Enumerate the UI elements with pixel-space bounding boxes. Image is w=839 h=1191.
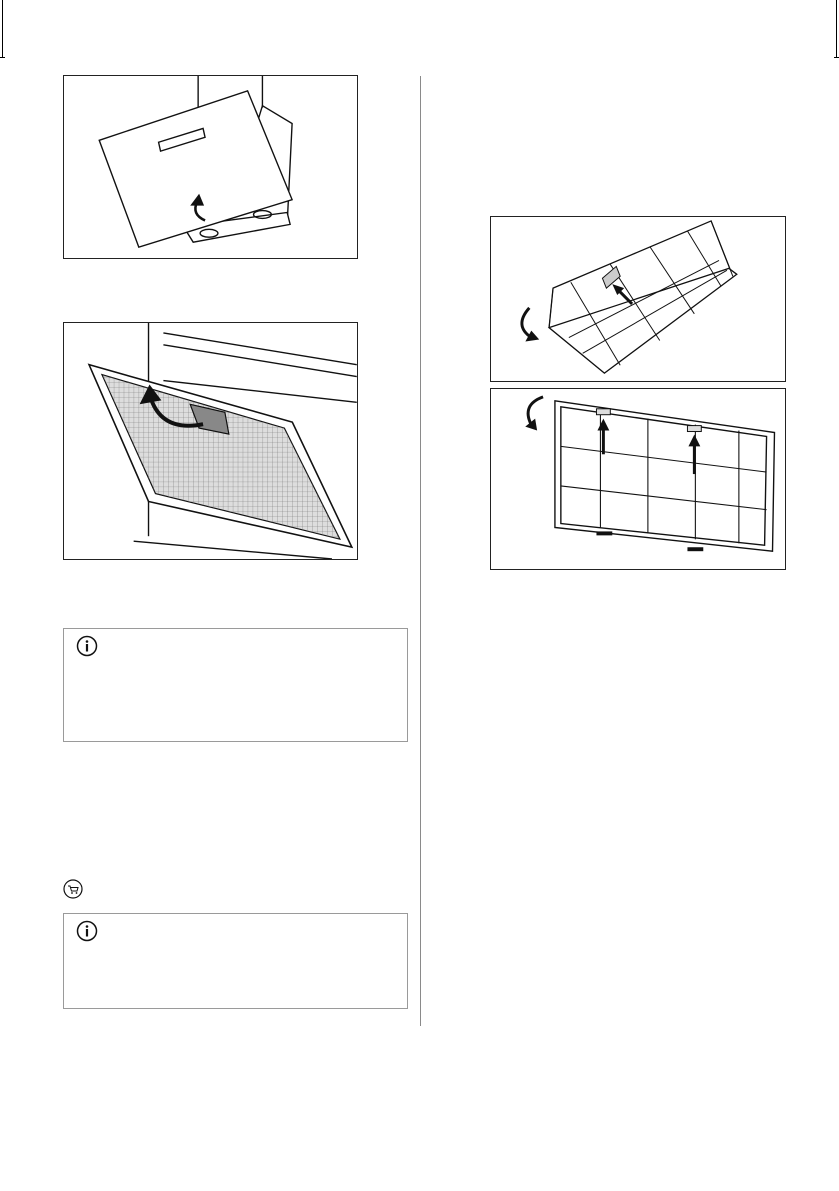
rotate-arrow-icon xyxy=(522,308,539,342)
figure-carbon-filter-frame xyxy=(490,388,786,570)
crop-mark-left-vertical xyxy=(2,0,3,57)
figure-grease-filter-removal xyxy=(63,322,358,560)
info-icon xyxy=(76,635,98,657)
crop-mark-right-horizontal xyxy=(834,57,839,58)
figure-carbon-filter-tilt xyxy=(490,216,786,382)
column-divider xyxy=(420,76,421,1026)
carbon-filter-frame-illustration xyxy=(491,389,785,569)
info-note-2 xyxy=(63,913,408,1009)
rotate-arrow-icon xyxy=(525,397,543,431)
info-icon xyxy=(76,920,98,942)
shop-cart-icon xyxy=(63,879,83,899)
hood-panel-illustration xyxy=(64,76,357,258)
crop-mark-left-horizontal xyxy=(0,57,5,58)
grease-filter-illustration xyxy=(64,323,357,559)
carbon-filter-tilt-illustration xyxy=(491,217,785,381)
figure-hood-panel-open xyxy=(63,75,358,259)
info-note-1 xyxy=(63,628,408,742)
crop-mark-right-vertical xyxy=(836,0,837,57)
